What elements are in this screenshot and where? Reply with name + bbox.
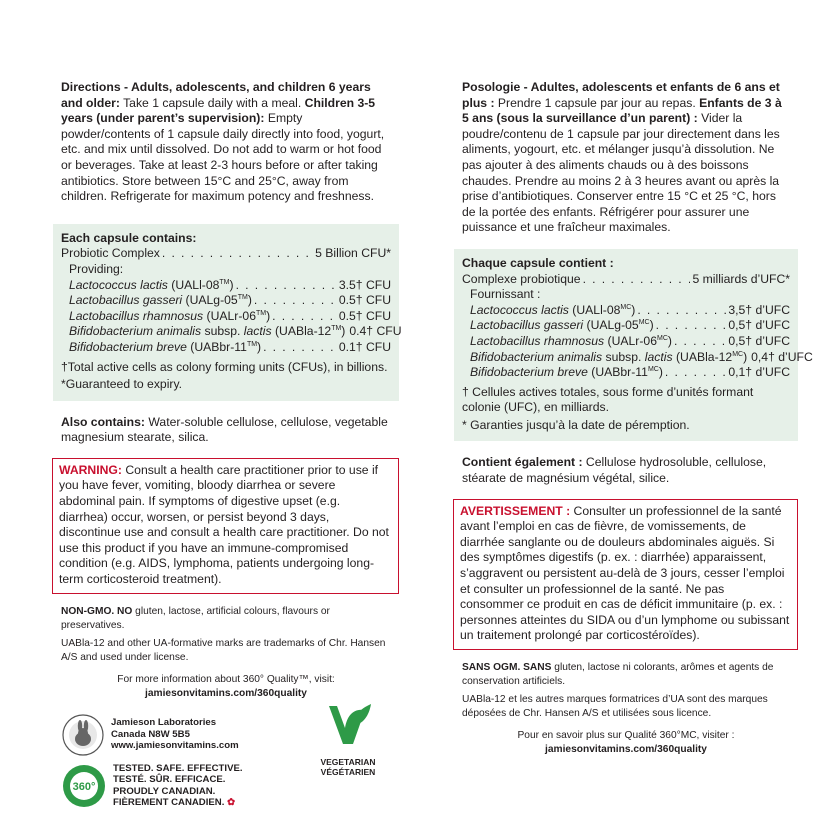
- capsule-contents-box: [53, 224, 402, 401]
- warning-box: [52, 458, 399, 594]
- directions-children-text: Empty powder/contents of 1 capsule daily directly into food, yogurt, etc. and mix until dissolved. Do not add to warm or hot food or beverages. Take at least 2-3 hours before or after taking antibiotics. Store between 15°C and 25°C, away from children. Refrigerate for maximum potency and freshness.: [61, 111, 385, 204]
- more-info-url-fr[interactable]: jamiesonvitamins.com/360quality: [545, 744, 707, 755]
- strain-row: Lactococcus lactis (UALl-08™) . . . 3.5† CFU: [61, 278, 391, 294]
- svg-text:360°: 360°: [72, 780, 96, 793]
- non-gmo-statement-fr: SANS OGM. SANS gluten, lactose ni colorants, arômes et agents de conservation artificiels.: [462, 662, 774, 687]
- trademark-statement: UABla-12 and other UA-formative marks are trademarks of Chr. Hansen A/S and used under license.: [61, 637, 386, 663]
- note-guaranteed-fr: * Garanties jusqu’à la date de péremption.: [462, 417, 690, 432]
- note-total-cells: †Total active cells as colony forming units (CFUs), in billions.: [61, 359, 388, 374]
- company-address: Jamieson Laboratories Canada N8W 5B5 www.jamiesonvitamins.com: [111, 717, 239, 752]
- vegetarian-logo: [312, 700, 384, 777]
- probiotic-row-fr: Complexe probiotique . . . 5 milliards d’UFC*: [462, 272, 790, 288]
- strain-row: Lactobacillus gasseri (UALg-05™) . . . 0.5† CFU: [61, 293, 391, 309]
- also-contains: Also contains: Water-soluble cellulose, cellulose, vegetable magnesium stearate, silica.: [61, 414, 388, 445]
- non-gmo-statement: NON-GMO. NO gluten, lactose, artificial colours, flavours or preservatives.: [61, 605, 330, 631]
- strain-row-fr: Bifidobacterium breve $(UABbr-11^{MC})$ . . . 0,1† d’UFC: [462, 365, 790, 381]
- capsule-contents-box-fr: Chaque capsule contient : Complexe probiotique . . . 5 milliards d’UFC* Fournissant : Lactococcus lactis $(UALl-08^{MC})$ . . . 3,5† d’UFC Lactobacillus gasseri $(UALg-05^{MC})$ . . . 0,5† d’UFC Lactobacillus rhamnosus $(UALr-06^{MC})$ . . . 0,5† d’UFC Bifidobacterium animalis subsp. lactis $(UABla-12^{MC})$ 0,4† d’UFC Bifidobacterium breve $(UABbr-11^{MC})$ . . . 0,1† d’UFC † Cellules actives totales, sous forme d’unités formant colonie (UFC), en milliards. * Garanties jusqu’à la date de péremption.: [454, 249, 798, 442]
- more-info-text-fr: Pour en savoir plus sur Qualité 360°MC, visiter :: [517, 730, 735, 741]
- strain-row-fr: Bifidobacterium animalis subsp. lactis $(UABla-12^{MC})$ 0,4† d’UFC: [470, 349, 813, 364]
- probiotic-value: 5 Billion CFU*: [315, 246, 391, 261]
- directions-paragraph-fr: Posologie - Adultes, adolescents et enfants de 6 ans et plus : Prendre 1 capsule par jour au repas. Enfants de 3 à 5 ans (sous la surveillance d’un parent) : Vider la poudre/contenu de 1 capsule par jour directement dans les aliments, yogourt, etc. et mélanger jusqu’à dissolution. Ne pas ajouter à des aliments chauds ou à des boissons chaudes. Prendre au moins 2 à 3 heures avant ou après la prise d’antibiotiques. Conserver entre 15 °C et 25 °C, hors de la portée des enfants. Réfrigérer pour assurer une puissance et une fraîcheur maximales.: [462, 80, 782, 235]
- directions-paragraph: [61, 80, 391, 205]
- quality-360-icon: [61, 763, 107, 809]
- vegetarian-text: VEGETARIAN VÉGÉTARIEN: [320, 757, 376, 777]
- directions-title: Directions - Adults, adolescents, and children 6 years and older:: [61, 80, 371, 110]
- strain-row: Bifidobacterium animalis subsp. lactis (UABla-12™) 0.4† CFU: [69, 324, 402, 339]
- strain-row-fr: Lactobacillus gasseri $(UALg-05^{MC})$ . . . 0,5† d’UFC: [462, 318, 790, 334]
- providing-label: Providing:: [69, 261, 124, 276]
- probiotic-label: Probiotic Complex: [61, 246, 160, 261]
- more-info-text: For more information about 360° Quality™, visit:: [117, 673, 335, 685]
- capsule-title: Each capsule contains:: [61, 230, 197, 245]
- maple-leaf-icon: ✿: [227, 797, 236, 809]
- warning-box-fr: AVERTISSEMENT : Consulter un professionnel de la santé avant l’emploi en cas de fièvre, de vomissements, de diarrhée sanglante ou de douleurs abdominales aiguës. Si des symptômes digestifs (p. ex. : diarrhée) apparaissent, s’aggravent ou persistent au-delà de 3 jours, cesser l’emploi et consulter un professionnel de la santé. Ne pas consommer ce produit en cas de déficit immunitaire (p. ex. : personnes atteintes du SIDA ou d’un lymphome ou subissant un traitement prolongé par corticostéroïdes).: [453, 499, 798, 650]
- strain-row-fr: Lactobacillus rhamnosus $(UALr-06^{MC})$ . . . 0,5† d’UFC: [462, 334, 790, 350]
- strain-row: Bifidobacterium breve (UABbr-11™) . . . 0.1† CFU: [61, 340, 391, 356]
- strain-row-fr: Lactococcus lactis $(UALl-08^{MC})$ . . . 3,5† d’UFC: [462, 303, 790, 319]
- note-guaranteed: *Guaranteed to expiry.: [61, 377, 183, 392]
- probiotic-row: [61, 246, 391, 262]
- directions-adult-text: Take 1 capsule daily with a meal.: [123, 95, 302, 110]
- warning-text: Consult a health care practitioner prior to use if you have fever, vomiting, bloody diarrhea or severe abdominal pain. If symptoms of digestive upset (e.g. diarrhea) occur, worsen, or persist beyond 3 days, discontinue use and consult a health care practitioner. Do not use this product if you have an immune-compromised condition (e.g. AIDS, lymphoma, patients undergoing long-term corticosteroid treatment).: [59, 462, 389, 587]
- more-info-url[interactable]: jamiesonvitamins.com/360quality: [145, 687, 307, 699]
- also-contains-fr: Contient également : Cellulose hydrosoluble, cellulose, stéarate de magnésium végétal, silice.: [462, 455, 767, 486]
- warning-title: WARNING:: [59, 462, 122, 477]
- quality-tagline: TESTED. SAFE. EFFECTIVE. TESTÉ. SÛR. EFFICACE. PROUDLY CANADIAN. FIÈREMENT CANADIEN. ✿: [113, 762, 243, 809]
- trademark-statement-fr: UABla-12 et les autres marques formatrices d’UA sont des marques déposées de Chr. Hansen A/S et utilisées sous licence.: [462, 694, 768, 719]
- no-animal-testing-icon: [61, 713, 105, 757]
- strain-row: Lactobacillus rhamnosus (UALr-06™) . . . 0.5† CFU: [61, 309, 391, 325]
- directions-children-title: Children 3-5 years (under parent’s supervision):: [61, 95, 376, 126]
- vegetarian-leaf-icon: [323, 700, 373, 752]
- french-column: [460, 80, 813, 757]
- note-total-cells-fr: † Cellules actives totales, sous forme d’unités formant colonie (UFC), en milliards.: [462, 384, 754, 415]
